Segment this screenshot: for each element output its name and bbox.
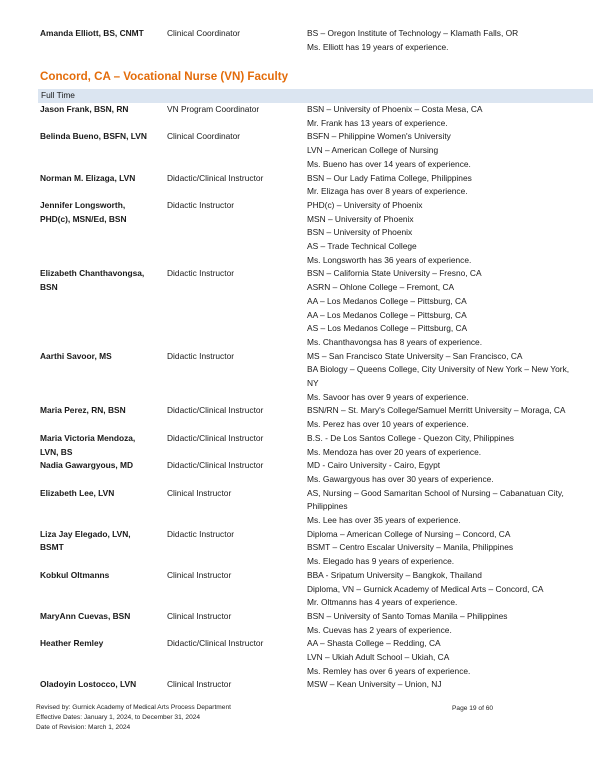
faculty-role: Didactic Instructor bbox=[167, 199, 235, 210]
faculty-education: BS – Oregon Institute of Technology – Klamath Falls, OR Ms. Elliott has 19 years of experience. bbox=[307, 28, 519, 52]
faculty-role: Didactic Instructor bbox=[167, 350, 235, 361]
faculty-name: Jason Frank, BSN, RN bbox=[40, 104, 129, 114]
faculty-name: MaryAnn Cuevas, BSN bbox=[40, 610, 131, 621]
faculty-name: Jennifer Longsworth, PHD(c), MSN/Ed, BSN bbox=[40, 199, 127, 224]
faculty-role: Clinical Instructor bbox=[167, 610, 232, 621]
footer-effective-dates: Effective Dates: January 1, 2024, to December 31, 2024 bbox=[36, 714, 201, 721]
faculty-education: PHD(c) – University of Phoenix MSN – University of Phoenix BSN – University of Phoenix AS – Trade Technical College Ms. Longsworth has 36 years of experience. bbox=[307, 199, 472, 265]
faculty-role: Didactic/Clinical Instructor bbox=[167, 405, 264, 416]
faculty-name: Maria Perez, RN, BSN bbox=[40, 405, 126, 416]
faculty-name: Aarthi Savoor, MS bbox=[40, 350, 112, 361]
faculty-education: MS – San Francisco State University – San Francisco, CA BA Biology – Queens College, City University of New York – New York, NY Ms. Savoor has over 9 years of experience. bbox=[307, 350, 570, 402]
faculty-name: Kobkul Oltmanns bbox=[40, 569, 110, 580]
faculty-name: Belinda Bueno, BSFN, LVN bbox=[40, 131, 147, 142]
footer-revised-by: Revised by: Gurnick Academy of Medical Arts Process Department bbox=[36, 704, 231, 711]
faculty-name: Heather Remley bbox=[40, 638, 104, 649]
footer bbox=[36, 703, 231, 733]
faculty-role: Clinical Coordinator bbox=[167, 28, 241, 38]
faculty-education: BSN – University of Phoenix – Costa Mesa, CA Mr. Frank has 13 years of experience. bbox=[307, 104, 483, 128]
faculty-education: BSN – California State University – Fresno, CA ASRN – Ohlone College – Fremont, CA AA – Los Medanos College – Pittsburg, CA AA – Los Medanos College – Pittsburg, CA AS – Los Medanos College – Pittsburg, CA Ms. Chanthavongsa has 8 years of experience. bbox=[307, 268, 483, 347]
page-number: Page 19 of 60 bbox=[452, 705, 494, 712]
faculty-name: Elizabeth Lee, LVN bbox=[40, 487, 115, 498]
faculty-role: Clinical Instructor bbox=[167, 487, 232, 498]
faculty-education: AS, Nursing – Good Samaritan School of Nursing – Cabanatuan City, Philippines Ms. Lee has over 35 years of experience. bbox=[307, 487, 564, 525]
faculty-name: Nadia Gawargyous, MD bbox=[40, 460, 134, 471]
faculty-name: Norman M. Elizaga, LVN bbox=[40, 172, 136, 183]
band-label: Full Time bbox=[41, 90, 75, 100]
faculty-role: Clinical Coordinator bbox=[167, 131, 241, 142]
faculty-education: BBA - Sripatum University – Bangkok, Thailand Diploma, VN – Gurnick Academy of Medical Arts – Concord, CA Mr. Oltmanns has 4 years of experience. bbox=[307, 569, 544, 608]
section-heading: Concord, CA – Vocational Nurse (VN) Faculty bbox=[40, 70, 289, 83]
faculty-role: Didactic Instructor bbox=[167, 528, 235, 539]
faculty-role: Didactic/Clinical Instructor bbox=[167, 638, 264, 649]
faculty-education: Diploma – American College of Nursing – Concord, CA BSMT – Centro Escalar University – Manila, Philippines Ms. Elegado has 9 years of experience. bbox=[307, 528, 514, 567]
faculty-name: Maria Victoria Mendoza, LVN, BS bbox=[40, 432, 136, 457]
faculty-name: Oladoyin Lostocco, LVN bbox=[40, 679, 137, 690]
faculty-education: MD - Cairo University - Cairo, Egypt Ms. Gawargyous has over 30 years of experience. bbox=[307, 460, 494, 484]
faculty-education: AA – Shasta College – Redding, CA LVN – Ukiah Adult School – Ukiah, CA Ms. Remley has over 6 years of experience. bbox=[307, 638, 471, 676]
faculty-role: Didactic/Clinical Instructor bbox=[167, 432, 264, 443]
faculty-role: VN Program Coordinator bbox=[167, 104, 260, 114]
faculty-role: Didactic/Clinical Instructor bbox=[167, 460, 264, 471]
faculty-name: Liza Jay Elegado, LVN, BSMT bbox=[40, 528, 131, 553]
footer-date-of-revision: Date of Revision: March 1, 2024 bbox=[36, 724, 131, 731]
faculty-name: Elizabeth Chanthavongsa, BSN bbox=[40, 268, 145, 293]
faculty-role: Clinical Instructor bbox=[167, 569, 232, 580]
faculty-education: B.S. - De Los Santos College - Quezon City, Philippines Ms. Mendoza has over 20 years of experience. bbox=[307, 432, 514, 457]
faculty-role: Clinical Instructor bbox=[167, 679, 232, 690]
faculty-education: BSFN – Philippine Women's University LVN – American College of Nursing Ms. Bueno has over 14 years of experience. bbox=[307, 131, 471, 169]
full-time-band bbox=[38, 89, 593, 103]
faculty-education: BSN – University of Santo Tomas Manila – Philippines Ms. Cuevas has 2 years of experience. bbox=[307, 610, 508, 635]
faculty-name: Amanda Elliott, BS, CNMT bbox=[40, 28, 144, 38]
faculty-role: Didactic/Clinical Instructor bbox=[167, 172, 264, 183]
faculty-education: BSN – Our Lady Fatima College, Philippines Mr. Elizaga has over 8 years of experience. bbox=[307, 172, 472, 197]
faculty-education: MSW – Kean University – Union, NJ bbox=[307, 679, 442, 690]
faculty-role: Didactic Instructor bbox=[167, 268, 235, 279]
faculty-education: BSN/RN – St. Mary's College/Samuel Merritt University – Moraga, CA Ms. Perez has over 10 years of experience. bbox=[307, 405, 566, 430]
